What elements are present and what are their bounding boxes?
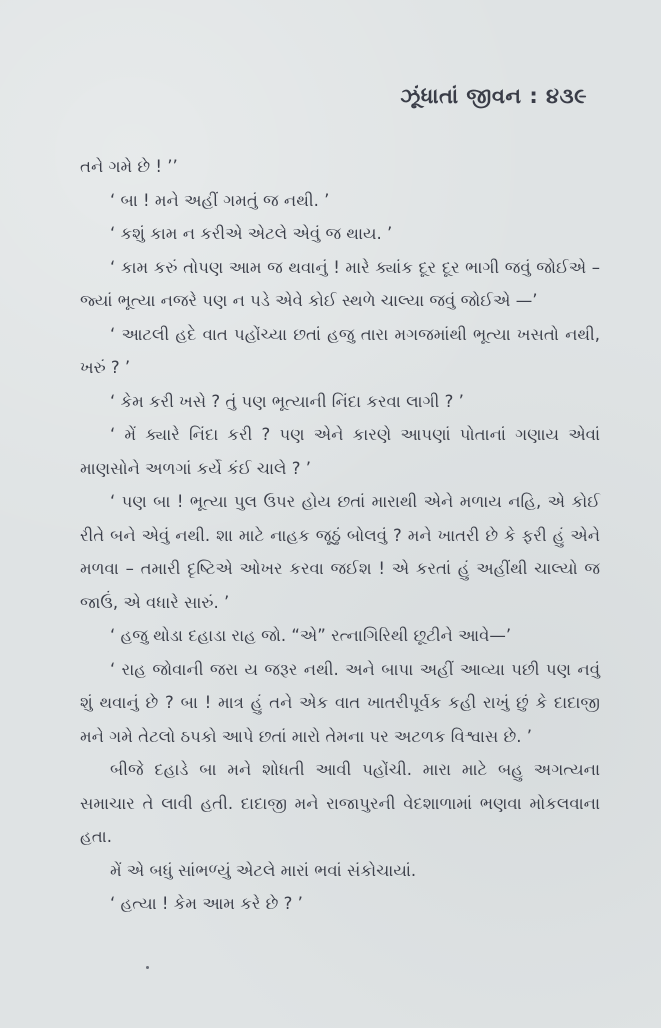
- paragraph: ‘ કશું કામ ન કરીએ એટલે એવું જ થાય. ’: [110, 224, 393, 243]
- paragraph: ‘ મેં ક્યારે નિંદા કરી ? પણ એને કારણે આપણાં પોતાનાં ગણાય એવાં માણસોને અળગાં કર્યે કંઈ ચાલે ? ’: [80, 425, 600, 478]
- paragraph: ‘ પણ બા ! ભૂત્યા પુલ ઉપર હોય છતાં મારાથી એને મળાય નહિ, એ કોઈ રીતે બને એવું નથી. શા માટે નાહક જૂઠું બોલવું ? મને ખાતરી છે કે ફરી હું એને મળવા – તમારી દૃષ્ટિએ ઓખર કરવા જઈશ ! એ કરતાં હું અહીંથી ચાલ્યો જ જાઉં, એ વધારે સારું. ’: [80, 492, 600, 612]
- paragraph: તને ગમે છે ! ’’: [80, 157, 178, 176]
- body-text: [80, 150, 600, 921]
- paragraph: ‘ હત્યા ! કેમ આમ કરે છે ? ’: [110, 894, 303, 913]
- ink-speck: [146, 966, 149, 969]
- paragraph: ‘ બા ! મને અહીં ગમતું જ નથી. ’: [110, 190, 330, 210]
- paragraph: ‘ કેમ કરી ખસે ? તું પણ ભૂત્યાની નિંદા કરવા લાગી ? ’: [110, 391, 464, 411]
- paragraph: ‘ કામ કરું તોપણ આમ જ થવાનું ! મારે ક્યાંક દૂર દૂર ભાગી જવું જોઈએ – જ્યાં ભૂત્યા નજરે પણ ન પડે એવે કોઈ સ્થળે ચાલ્યા જવું જોઈએ —’: [80, 257, 600, 310]
- running-head: ઝૂંધાતાં જીવન : ૪૩૯: [400, 84, 587, 108]
- paragraph: ‘ હજુ થોડા દહાડા રાહ જો. “એ” રત્નાગિરિથી છૂટીને આવે—’: [110, 626, 512, 645]
- paragraph: મેં એ બધું સાંભળ્યું એટલે મારાં ભવાં સંકોચાયાં.: [110, 860, 417, 880]
- paragraph: બીજે દહાડે બા મને શોધતી આવી પહોંચી. મારા માટે બહુ અગત્યના સમાચાર તે લાવી હતી. દાદાજી મને રાજાપુરની વેદશાળામાં ભણવા મોકલવાના હતા.: [80, 760, 600, 846]
- paragraph: ‘ રાહ જોવાની જરા ય જરૂર નથી. અને બાપા અહીં આવ્યા પછી પણ નવું શું થવાનું છે ? બા ! માત્ર હું તને એક વાત ખાતરીપૂર્વક કહી રાખું છું કે દાદાજી મને ગમે તેટલો ઠપકો આપે છતાં મારો તેમના પર અટળક વિશ્વાસ છે. ’: [80, 659, 600, 746]
- paragraph: ‘ આટલી હદે વાત પહોંચ્યા છતાં હજુ તારા મગજમાંથી ભૂત્યા ખસતો નથી, ખરું ? ’: [80, 324, 600, 377]
